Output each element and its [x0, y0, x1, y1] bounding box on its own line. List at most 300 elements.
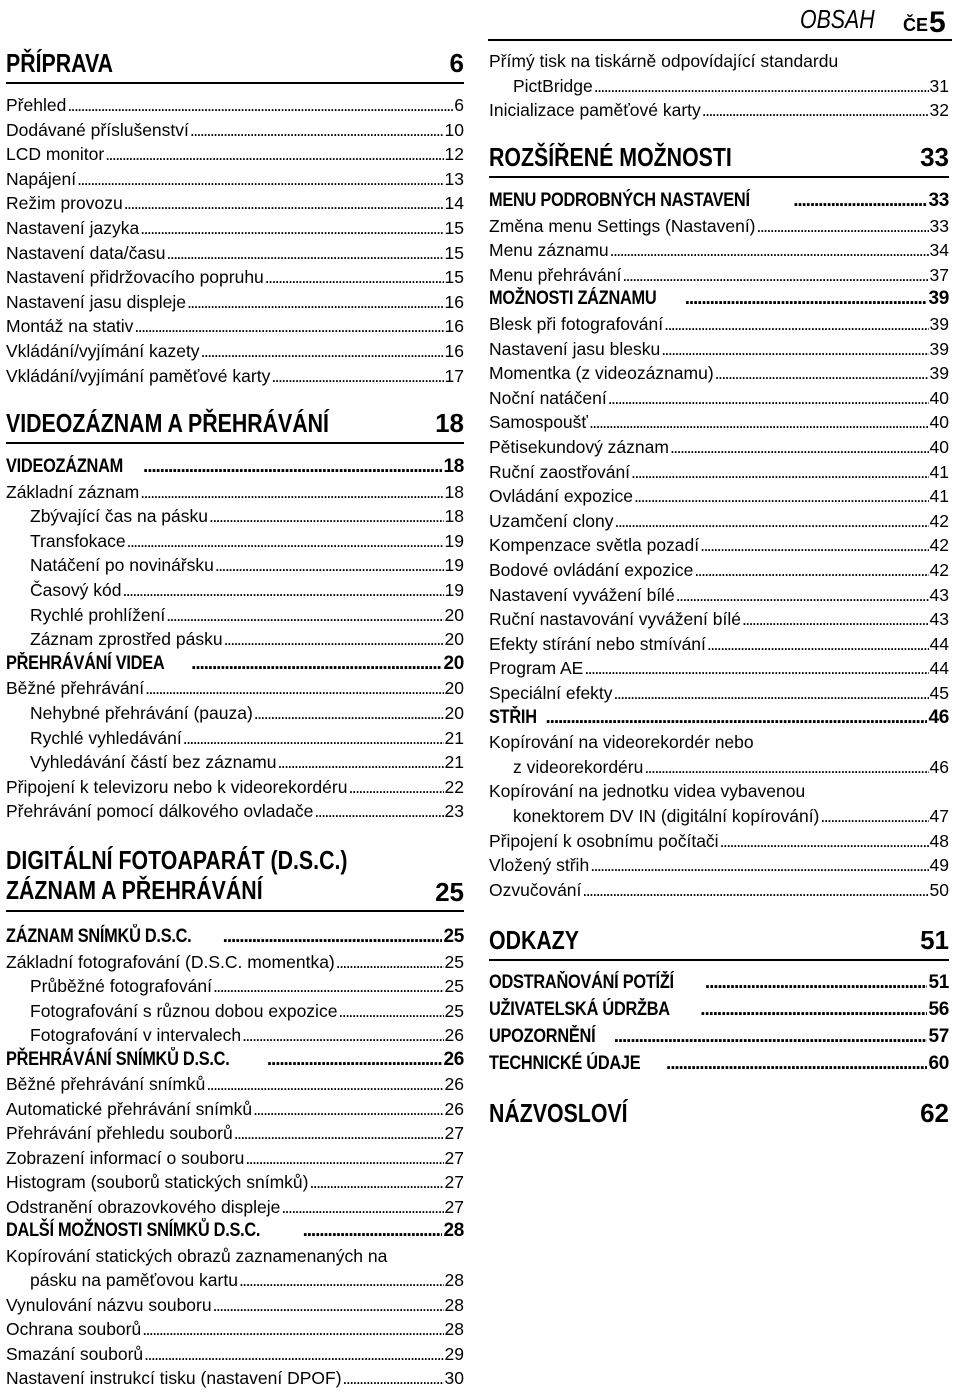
toc-entry-page: 37	[929, 264, 949, 285]
toc-entry-label: Vkládání/vyjímání paměťové karty	[6, 365, 271, 386]
toc-entry[interactable]	[30, 530, 464, 552]
toc-entry[interactable]: Přímý tisk na tiskárně odpovídající standardu	[489, 51, 839, 71]
toc-entry[interactable]	[6, 776, 464, 798]
section-rule	[6, 442, 464, 444]
toc-entry[interactable]	[6, 1098, 464, 1120]
toc-entry-page: 28	[443, 1220, 464, 1241]
dot-leader	[702, 99, 929, 121]
toc-entry-label: Bodové ovládání expozice	[489, 560, 694, 580]
section-rozsirene[interactable]	[489, 142, 949, 172]
toc-entry-label: Ozvučování	[489, 879, 582, 900]
dot-leader	[191, 653, 442, 675]
toc-entry-label: Histogram (souborů statických snímků)	[6, 1172, 309, 1192]
toc-entry-page: 27	[444, 1123, 464, 1143]
toc-subsection[interactable]	[6, 926, 464, 948]
dot-leader	[343, 1367, 444, 1389]
toc-entry[interactable]	[6, 315, 464, 337]
toc-entry-page: 19	[444, 580, 464, 600]
toc-entry[interactable]	[489, 879, 949, 901]
dot-leader	[336, 951, 444, 973]
toc-entry[interactable]	[6, 1073, 464, 1095]
toc-entry-label: MENU PODROBNÝCH NASTAVENÍ	[489, 190, 750, 211]
dot-leader	[608, 387, 929, 409]
toc-entry-page: 28	[444, 1294, 464, 1315]
section-page: 18	[435, 408, 464, 438]
toc-entry-page: 39	[929, 363, 949, 384]
dot-leader	[140, 217, 443, 239]
toc-entry-page: 16	[444, 341, 464, 361]
dot-leader	[634, 485, 929, 507]
toc-entry-label: Ruční nastavování vyvážení bílé	[489, 609, 741, 630]
dot-leader	[757, 215, 929, 237]
toc-entry[interactable]	[30, 1000, 464, 1022]
toc-entry-page: 13	[444, 168, 464, 189]
toc-entry-label: MOŽNOSTI ZÁZNAMU	[489, 288, 657, 310]
section-videozaznam[interactable]	[6, 408, 464, 438]
toc-entry[interactable]	[513, 805, 949, 827]
toc-entry-page: 56	[928, 999, 949, 1020]
dot-leader	[615, 510, 929, 532]
toc-entry[interactable]	[30, 1269, 464, 1291]
toc-entry-label: PŘEHRÁVÁNÍ SNÍMKŮ D.S.C.	[6, 1048, 230, 1070]
toc-entry-page: 43	[929, 584, 949, 605]
toc-entry-page: 27	[444, 1196, 464, 1217]
toc-entry-label: LCD monitor	[6, 144, 105, 165]
dot-leader	[187, 291, 444, 313]
section-page: 6	[449, 48, 464, 78]
toc-entry-label: Smazání souborů	[6, 1343, 144, 1364]
toc-entry-label: Nastavení přidržovacího popruhu	[6, 267, 264, 288]
toc-entry-page: 15	[444, 242, 464, 263]
toc-entry[interactable]	[489, 387, 949, 409]
toc-entry[interactable]	[6, 143, 464, 165]
toc-entry[interactable]	[6, 365, 464, 387]
toc-entry-label: DALŠÍ MOŽNOSTI SNÍMKŮ D.S.C.	[6, 1220, 261, 1241]
toc-entry-page: 50	[929, 879, 949, 900]
toc-entry-label: Průběžné fotografování	[30, 976, 212, 996]
section-title-line2: ZÁZNAM A PŘEHRÁVÁNÍ	[6, 875, 263, 905]
toc-entry-label: Efekty stírání nebo stmívání	[489, 633, 706, 654]
dot-leader	[793, 190, 927, 212]
header-title: OBSAH	[800, 4, 875, 34]
dot-leader	[167, 242, 444, 264]
toc-entry-label: Přehrávání přehledu souborů	[6, 1123, 233, 1143]
dot-leader	[190, 119, 444, 141]
toc-entry-label: VIDEOZÁZNAM	[6, 456, 123, 477]
toc-entry-page: 31	[929, 75, 949, 96]
toc-entry-page: 57	[928, 1026, 949, 1047]
toc-subsection[interactable]	[6, 1220, 464, 1242]
toc-entry[interactable]	[489, 830, 949, 852]
toc-entry-label: Vynulování názvu souboru	[6, 1294, 212, 1315]
toc-subsection[interactable]	[489, 190, 949, 212]
toc-entry-label: Ruční zaostřování	[489, 461, 631, 482]
toc-entry-label: Fotografování s různou dobou expozice	[30, 1000, 338, 1021]
toc-entry-label: Inicializace paměťové karty	[489, 100, 701, 121]
section-rule	[489, 176, 949, 178]
toc-entry[interactable]	[6, 291, 464, 313]
toc-entry-page: 26	[444, 1025, 464, 1045]
toc-subsection[interactable]	[489, 1026, 949, 1048]
dot-leader	[582, 879, 928, 901]
toc-entry[interactable]	[6, 800, 464, 822]
dot-leader	[661, 338, 928, 360]
dot-leader	[670, 436, 929, 458]
toc-entry-page: 33	[928, 190, 949, 211]
toc-entry-label: Základní záznam	[6, 481, 140, 502]
toc-entry[interactable]	[30, 554, 464, 576]
toc-entry-page: 42	[929, 535, 949, 556]
toc-entry-label: Přehrávání pomocí dálkového ovladače	[6, 801, 314, 822]
toc-entry[interactable]	[6, 1367, 464, 1389]
toc-entry-page: 14	[444, 193, 464, 214]
toc-entry-label: Nastavení data/času	[6, 242, 166, 263]
toc-entry[interactable]	[6, 677, 464, 699]
toc-entry[interactable]	[30, 505, 464, 527]
toc-entry-page: 16	[444, 316, 464, 337]
toc-entry-page: 39	[928, 288, 949, 310]
toc-entry-label: ZÁZNAM SNÍMKŮ D.S.C.	[6, 926, 192, 947]
toc-entry-page: 44	[929, 633, 949, 654]
dot-leader	[253, 1098, 443, 1120]
toc-entry-page: 18	[444, 481, 464, 502]
toc-entry-label: Připojení k televizoru nebo k videorekordéru	[6, 776, 348, 797]
dot-leader	[610, 239, 929, 261]
toc-entry[interactable]	[6, 1122, 464, 1144]
toc-entry-label: ODSTRAŇOVÁNÍ POTÍŽÍ	[489, 972, 674, 993]
dot-leader	[144, 1343, 443, 1365]
toc-entry-page: 41	[929, 461, 949, 482]
toc-entry-label: Noční natáčení	[489, 387, 607, 408]
toc-entry-label: Časový kód	[30, 580, 122, 600]
toc-entry-label: Nastavení jasu displeje	[6, 291, 186, 312]
section-rule	[6, 82, 464, 84]
toc-entry-page: 51	[928, 972, 949, 993]
toc-entry-page: 29	[444, 1343, 464, 1364]
section-page: 62	[920, 1098, 949, 1128]
toc-entry-label: Rychlé vyhledávání	[30, 727, 182, 748]
toc-entry-page: 28	[444, 1319, 464, 1339]
toc-entry[interactable]	[6, 1147, 464, 1169]
section-title: ODKAZY	[489, 925, 580, 955]
toc-entry[interactable]	[489, 559, 949, 581]
toc-subsection[interactable]	[489, 707, 949, 729]
dot-leader	[664, 313, 928, 335]
toc-entry[interactable]	[489, 682, 949, 704]
language-code: ČE	[903, 15, 929, 35]
toc-entry-label: Nastavení jazyka	[6, 218, 140, 238]
dot-leader	[644, 756, 928, 778]
toc-entry[interactable]	[489, 215, 949, 237]
toc-entry[interactable]	[6, 951, 464, 973]
toc-entry-page: 34	[929, 240, 949, 261]
toc-entry[interactable]	[489, 436, 949, 458]
toc-entry[interactable]	[30, 702, 464, 724]
toc-entry-page: 46	[929, 756, 949, 777]
section-odkazy[interactable]	[489, 925, 949, 955]
dot-leader	[201, 340, 444, 362]
dot-leader	[145, 677, 443, 699]
toc-entry-page: 39	[929, 338, 949, 359]
toc-entry-page: 42	[929, 510, 949, 531]
toc-entry[interactable]: Kopírování na jednotku videa vybavenou	[489, 781, 806, 802]
toc-entry-page: 22	[444, 776, 464, 797]
toc-entry[interactable]	[6, 1196, 464, 1218]
toc-entry[interactable]	[489, 411, 949, 433]
toc-entry-page: 26	[444, 1074, 464, 1094]
toc-entry-page: 49	[929, 855, 949, 876]
toc-entry-label: Kompenzace světla pozadí	[489, 535, 700, 556]
toc-entry[interactable]	[489, 608, 949, 630]
toc-entry[interactable]	[6, 1343, 464, 1365]
toc-entry[interactable]	[489, 534, 949, 556]
section-title: PŘÍPRAVA	[6, 48, 114, 78]
toc-entry-page: 33	[929, 215, 949, 236]
toc-entry[interactable]	[6, 192, 464, 214]
toc-entry-page: 26	[443, 1048, 464, 1070]
toc-entry[interactable]: Kopírování statických obrazů zaznamenaných na	[6, 1245, 388, 1266]
dot-leader	[589, 411, 929, 433]
toc-entry-label: PictBridge	[513, 75, 593, 96]
dot-leader	[820, 805, 928, 827]
toc-entry[interactable]	[489, 239, 949, 261]
dot-leader	[105, 143, 443, 165]
toc-entry[interactable]: Kopírování na videorekordér nebo	[489, 732, 754, 753]
toc-entry-page: 25	[443, 926, 464, 947]
dot-leader	[122, 579, 443, 601]
toc-entry-page: 27	[444, 1147, 464, 1168]
toc-entry[interactable]	[513, 75, 949, 97]
toc-entry[interactable]	[489, 99, 949, 121]
dot-leader	[700, 534, 928, 556]
section-page: 51	[920, 925, 949, 955]
toc-entry-label: Základní fotografování (D.S.C. momentka)	[6, 951, 335, 972]
toc-entry-page: 19	[444, 530, 464, 551]
section-dsc[interactable]	[6, 845, 464, 907]
toc-entry-page: 45	[929, 683, 949, 703]
dot-leader	[67, 94, 453, 116]
dot-leader	[234, 1122, 444, 1144]
toc-entry-page: 21	[444, 752, 464, 773]
toc-entry[interactable]	[6, 119, 464, 141]
toc-entry-label: Ovládání expozice	[489, 486, 633, 507]
toc-entry[interactable]	[6, 217, 464, 239]
toc-entry-label: pásku na paměťovou kartu	[30, 1270, 238, 1290]
toc-entry[interactable]	[489, 485, 949, 507]
toc-subsection[interactable]	[489, 1053, 949, 1075]
section-rule	[489, 959, 949, 961]
toc-entry[interactable]	[30, 604, 464, 626]
toc-entry-label: Rychlé prohlížení	[30, 604, 166, 625]
toc-entry[interactable]	[30, 975, 464, 997]
toc-entry[interactable]	[489, 362, 949, 384]
toc-entry-page: 20	[444, 604, 464, 625]
toc-subsection[interactable]	[6, 1049, 464, 1071]
toc-entry-page: 18	[444, 506, 464, 527]
toc-subsection[interactable]	[6, 653, 464, 675]
toc-entry-label: Menu přehrávání	[489, 264, 622, 285]
toc-entry-page: 60	[928, 1053, 949, 1074]
dot-leader	[309, 1171, 443, 1193]
toc-entry-page: 40	[929, 412, 949, 433]
dot-leader	[685, 288, 928, 310]
dot-leader	[314, 800, 443, 822]
dot-leader	[127, 530, 444, 552]
toc-entry[interactable]	[30, 628, 464, 650]
dot-leader	[134, 315, 443, 337]
toc-entry-label: Ochrana souborů	[6, 1319, 142, 1339]
dot-leader	[267, 1049, 443, 1071]
toc-entry[interactable]	[6, 266, 464, 288]
toc-subsection[interactable]	[489, 972, 949, 994]
toc-entry[interactable]	[6, 1294, 464, 1316]
toc-entry[interactable]	[6, 340, 464, 362]
toc-entry-label: Přehled	[6, 95, 67, 115]
dot-leader	[338, 1000, 443, 1022]
toc-entry[interactable]	[6, 481, 464, 503]
dot-leader	[594, 75, 929, 97]
header-rule	[488, 39, 952, 41]
toc-entry-label: Dodávané příslušenství	[6, 119, 189, 140]
toc-entry-label: Fotografování v intervalech	[30, 1025, 242, 1045]
dot-leader	[142, 1318, 443, 1340]
toc-entry[interactable]	[6, 1318, 464, 1340]
section-title: ROZŠÍŘENÉ MOŽNOSTI	[489, 142, 732, 172]
toc-entry[interactable]	[489, 264, 949, 286]
toc-entry[interactable]	[6, 94, 464, 116]
toc-entry-page: 28	[444, 1270, 464, 1290]
dot-leader	[584, 657, 928, 679]
toc-entry-label: Automatické přehrávání snímků	[6, 1098, 253, 1119]
toc-entry-label: Změna menu Settings (Nastavení)	[489, 215, 756, 236]
toc-entry[interactable]	[489, 338, 949, 360]
dot-leader	[77, 168, 443, 190]
dot-leader	[720, 830, 929, 852]
toc-entry-page: 40	[929, 387, 949, 408]
dot-leader	[213, 975, 444, 997]
dot-leader	[206, 1073, 443, 1095]
dot-leader	[239, 1269, 444, 1291]
toc-entry-label: Vkládání/vyjímání kazety	[6, 341, 200, 361]
section-title-line1: DIGITÁLNÍ FOTOAPARÁT (D.S.C.)	[6, 845, 348, 875]
toc-entry-page: 46	[928, 706, 949, 728]
toc-entry-label: UŽIVATELSKÁ ÚDRŽBA	[489, 999, 670, 1020]
dot-leader	[271, 365, 443, 387]
toc-entry-label: TECHNICKÉ ÚDAJE	[489, 1053, 641, 1074]
dot-leader	[546, 707, 928, 729]
page-number: 5	[929, 6, 946, 39]
section-nazvoslovi[interactable]	[489, 1098, 949, 1128]
toc-entry-page: 21	[444, 727, 464, 748]
toc-entry-page: 23	[444, 801, 464, 822]
toc-entry-label: Program AE	[489, 658, 584, 679]
dot-leader	[254, 702, 444, 724]
toc-entry[interactable]	[30, 579, 464, 601]
toc-entry[interactable]	[513, 756, 949, 778]
page-header	[488, 0, 960, 44]
toc-entry-page: 6	[454, 95, 464, 115]
toc-subsection[interactable]	[489, 999, 949, 1021]
dot-leader	[700, 999, 927, 1021]
toc-entry[interactable]	[489, 657, 949, 679]
toc-entry-page: 25	[444, 1000, 464, 1021]
toc-entry[interactable]	[489, 313, 949, 335]
toc-entry[interactable]	[489, 461, 949, 483]
toc-entry[interactable]	[30, 751, 464, 773]
toc-entry-label: Odstranění obrazovkového displeje	[6, 1196, 281, 1217]
toc-entry-page: 32	[929, 100, 949, 121]
section-priprava[interactable]	[6, 48, 464, 78]
toc-entry-page: 18	[443, 456, 464, 477]
dot-leader	[614, 1026, 928, 1048]
toc-entry-page: 20	[444, 703, 464, 723]
toc-entry[interactable]	[6, 168, 464, 190]
toc-entry-label: konektorem DV IN (digitální kopírování)	[513, 806, 820, 826]
dot-leader	[223, 926, 443, 948]
toc-entry-page: 20	[444, 629, 464, 650]
toc-entry-page: 25	[444, 976, 464, 996]
dot-leader	[676, 584, 929, 606]
dot-leader	[694, 559, 928, 581]
toc-entry[interactable]	[489, 633, 949, 655]
toc-subsection[interactable]	[489, 288, 949, 310]
toc-entry-label: Připojení k osobnímu počítači	[489, 830, 719, 851]
toc-entry-page: 20	[444, 678, 464, 699]
dot-leader	[124, 192, 444, 214]
toc-entry-page: 44	[929, 658, 949, 679]
dot-leader	[183, 727, 444, 749]
toc-entry[interactable]	[30, 727, 464, 749]
section-page: 25	[435, 877, 464, 907]
toc-entry-label: Vyhledávání částí bez záznamu	[30, 752, 277, 773]
toc-entry-label: Samospoušť	[489, 412, 588, 433]
section-title: VIDEOZÁZNAM A PŘEHRÁVÁNÍ	[6, 408, 329, 438]
toc-entry-page: 15	[444, 267, 464, 288]
dot-leader	[614, 682, 929, 704]
toc-entry-label: STŘIH	[489, 706, 537, 728]
toc-entry[interactable]	[6, 1171, 464, 1193]
toc-entry-page: 16	[444, 291, 464, 312]
toc-entry[interactable]	[6, 242, 464, 264]
toc-entry-page: 26	[444, 1098, 464, 1119]
toc-subsection[interactable]	[6, 456, 464, 478]
toc-entry-page: 40	[929, 437, 949, 457]
toc-entry-label: Nehybné přehrávání (pauza)	[30, 703, 253, 723]
dot-leader	[707, 633, 929, 655]
dot-leader	[224, 628, 444, 650]
toc-entry-page: 43	[929, 609, 949, 630]
toc-entry-label: Zbývající čas na pásku	[30, 506, 208, 527]
toc-entry[interactable]	[489, 510, 949, 532]
dot-leader	[631, 461, 928, 483]
toc-entry-label: Uzamčení clony	[489, 510, 614, 531]
section-rule	[6, 910, 464, 912]
toc-entry-page: 41	[929, 486, 949, 507]
toc-entry-label: Blesk při fotografování	[489, 314, 664, 334]
toc-entry[interactable]	[489, 854, 949, 876]
toc-entry-label: Nastavení instrukcí tisku (nastavení DPOF)	[6, 1368, 342, 1388]
dot-leader	[742, 608, 929, 630]
dot-leader	[245, 1147, 443, 1169]
toc-entry-page: 27	[444, 1172, 464, 1192]
dot-leader	[143, 456, 442, 478]
toc-entry[interactable]	[489, 584, 949, 606]
toc-entry-label: Pětisekundový záznam	[489, 437, 669, 457]
toc-entry[interactable]	[30, 1024, 464, 1046]
toc-entry-label: z videorekordéru	[513, 756, 644, 777]
dot-leader	[242, 1024, 443, 1046]
toc-entry-page: 19	[444, 555, 464, 576]
